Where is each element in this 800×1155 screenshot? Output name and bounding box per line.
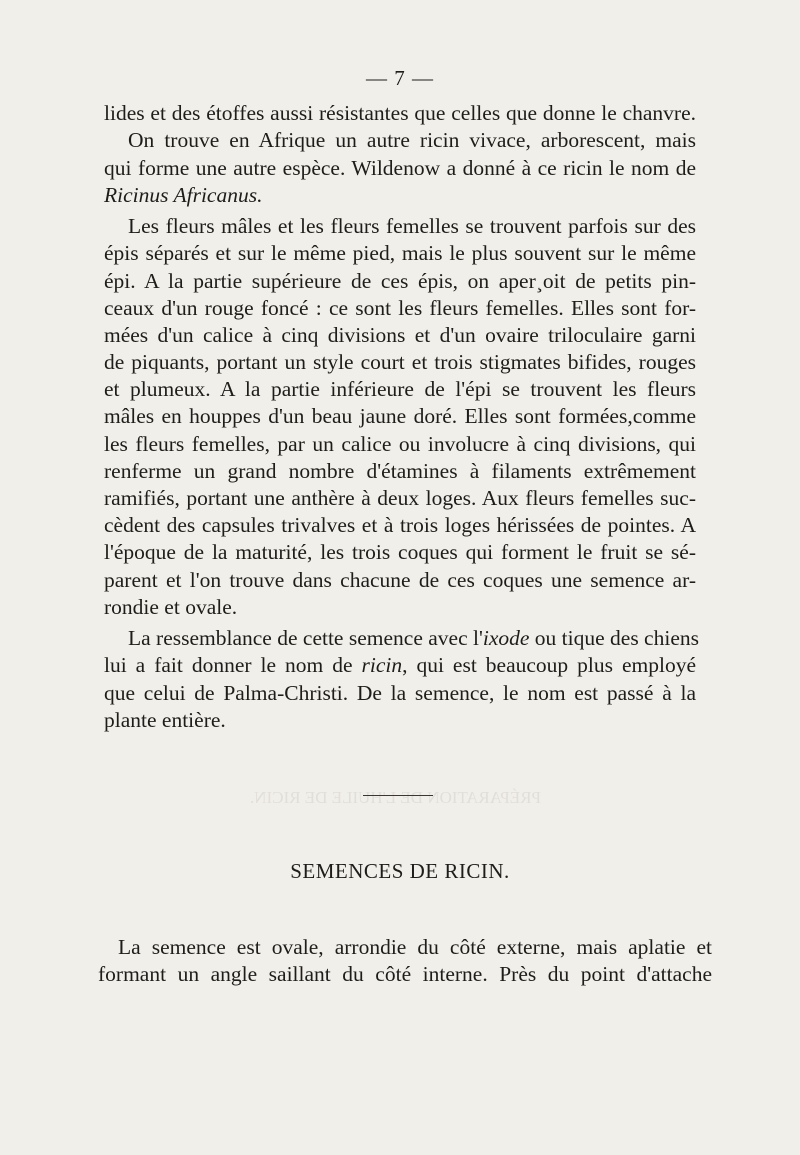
italic-term: ricin — [361, 653, 403, 677]
text-line: mées d'un calice à cinq divisions et d'un ovaire triloculaire garni — [104, 323, 696, 347]
text-line: que celui de Palma-Christi. De la semence, le nom est passé à la — [104, 681, 696, 705]
italic-term: ixode — [482, 626, 530, 650]
section-heading: SEMENCES DE RICIN. — [290, 859, 510, 883]
text-span: ou tique des chiens — [529, 626, 699, 650]
text-line: mâles en houppes d'un beau jaune doré. Elles sont formées,comme — [104, 404, 696, 428]
text-line: l'époque de la maturité, les trois coques qui forment le fruit se sé- — [104, 540, 696, 564]
text-line: épi. A la partie supérieure de ces épis, on aper¸oit de petits pin- — [104, 269, 696, 293]
text-line: de piquants, portant un style court et trois stigmates bifides, rouges — [104, 350, 696, 374]
text-line: Les fleurs mâles et les fleurs femelles se trouvent parfois sur des — [128, 214, 696, 238]
text-line: épis séparés et sur le même pied, mais le plus souvent sur le même — [104, 241, 696, 265]
text-line: rondie et ovale. — [104, 595, 238, 619]
italic-species-name: Ricinus Africanus. — [104, 183, 263, 207]
text-line: les fleurs femelles, par un calice ou involucre à cinq divisions, qui — [104, 432, 696, 456]
page-number: — 7 — — [366, 66, 434, 90]
text-line — [104, 181, 262, 209]
text-line — [104, 651, 696, 679]
section-divider — [363, 795, 433, 796]
text-line — [128, 624, 699, 652]
text-line: cèdent des capsules trivalves et à trois loges hérissées de pointes. A — [104, 513, 696, 537]
text-line: ceaux d'un rouge foncé : ce sont les fleurs femelles. Elles sont for- — [104, 296, 696, 320]
text-line: lides et des étoffes aussi résistantes que celles que donne le chanvre. — [104, 101, 696, 125]
text-line: et plumeux. A la partie inférieure de l'épi se trouvent les fleurs — [104, 377, 696, 401]
text-line: qui forme une autre espèce. Wildenow a donné à ce ricin le nom de — [104, 156, 696, 180]
text-line: formant un angle saillant du côté interne. Près du point d'attache — [98, 962, 712, 986]
text-line: On trouve en Afrique un autre ricin vivace, arborescent, mais — [128, 128, 696, 152]
text-span: La ressemblance de cette semence avec l' — [128, 626, 483, 650]
text-line: ramifiés, portant une anthère à deux loges. Aux fleurs femelles suc- — [104, 486, 696, 510]
text-line: renferme un grand nombre d'étamines à filaments extrêmement — [104, 459, 696, 483]
text-line: parent et l'on trouve dans chacune de ces coques une semence ar- — [104, 568, 696, 592]
text-span: , qui est beaucoup plus employé — [402, 653, 697, 677]
text-line: plante entière. — [104, 708, 226, 732]
show-through-text: PRÉPARATION DE L'HUILE DE RICIN. — [250, 788, 541, 807]
text-span: lui a fait donner le nom de — [104, 653, 362, 677]
text-line: La semence est ovale, arrondie du côté externe, mais aplatie et — [118, 935, 712, 959]
